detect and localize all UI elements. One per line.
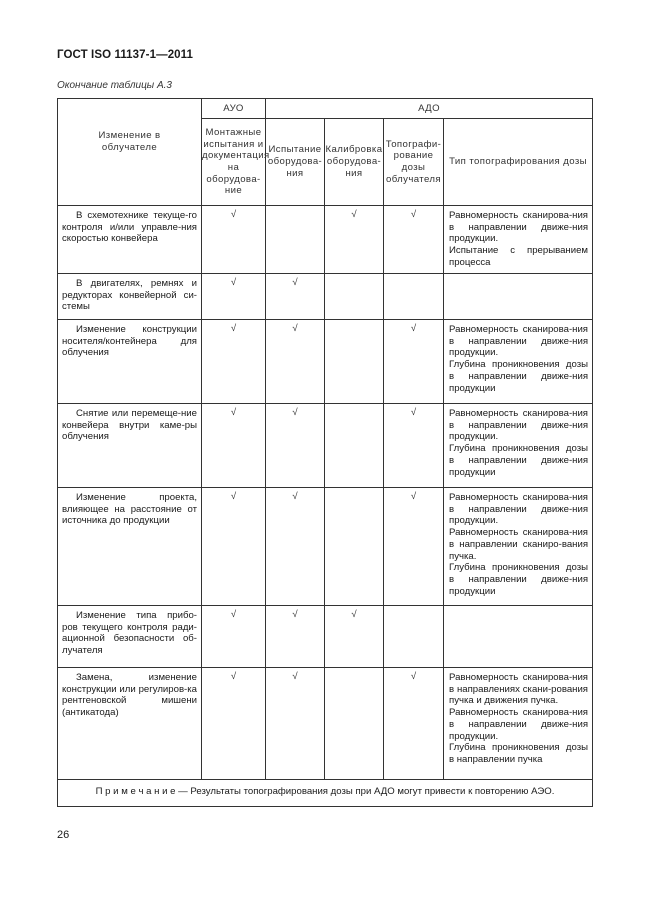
checkmark-icon: √ [230,671,237,682]
table-row [58,206,593,274]
header-mapping-type: Тип топографирования дозы [444,119,593,206]
checkmark-icon: √ [292,491,298,502]
check-auo [202,606,266,668]
check-calib [325,274,384,320]
mapping-type-line: Равномерность сканирова-ния в направлении движе-ния продукции. [449,324,589,359]
change-description: В двигателях, ремнях и редукторах конвейерной си-стемы [58,274,202,320]
mapping-type-line: Равномерность сканирова-ния в направлении движе-ния продукции. [449,707,589,742]
header-row-groups [58,99,593,119]
table-row [58,404,593,488]
mapping-type [444,404,593,488]
check-auo [202,206,266,274]
check-equip [266,488,325,606]
change-description: Замена, изменение конструкции или регулиров-ка рентгеновской мишени (антикатода) [58,668,202,780]
checkmark-icon: √ [410,491,417,502]
check-calib [325,606,384,668]
checkmark-icon: √ [292,407,298,418]
checkmark-icon: √ [351,209,357,220]
table-row [58,668,593,780]
table-caption: Окончание таблицы А.3 [57,80,172,91]
mapping-type [444,274,593,320]
mapping-type-line: Равномерность сканирова-ния в направлении движе-ния продукции. [449,492,589,527]
mapping-type-line: Равномерность сканирова-ния в направлениях скани-рования пучка и движения пучка. [449,672,589,707]
mapping-type-line: Испытание с прерыванием процесса [449,245,589,268]
change-description: Изменение типа прибо-ров текущего контроля ради-ационной безопасности об-лучателя [58,606,202,668]
change-description: Снятие или перемеще-ние конвейера внутри каме-ры облучения [58,404,202,488]
check-calib [325,206,384,274]
mapping-type-line: Глубина проникновения дозы в направлении пучка [449,742,589,765]
checkmark-icon: √ [230,323,237,334]
header-install-tests: Монтажные испытания и документация на оборудова-ние [202,119,266,206]
header-change: Изменение в облучателе [58,99,202,206]
change-description: Изменение проекта, влияющее на расстояние от источника до продукции [58,488,202,606]
check-dose [384,404,444,488]
check-auo [202,668,266,780]
change-table [57,98,593,807]
check-auo [202,404,266,488]
checkmark-icon: √ [292,671,298,682]
mapping-type-line: Глубина проникновения дозы в направлении движе-ния продукции [449,562,589,597]
checkmark-icon: √ [230,209,237,220]
checkmark-icon: √ [292,277,298,288]
check-auo [202,488,266,606]
checkmark-icon: √ [230,491,237,502]
check-dose [384,606,444,668]
check-equip [266,404,325,488]
checkmark-icon: √ [410,671,417,682]
check-auo [202,274,266,320]
mapping-type-line: Глубина проникновения дозы в направлении движе-ния продукции [449,359,589,394]
checkmark-icon: √ [230,609,237,620]
check-dose [384,320,444,404]
check-equip [266,668,325,780]
mapping-type [444,206,593,274]
page-number: 26 [57,829,70,841]
mapping-type-line: Глубина проникновения дозы в направлении движе-ния продукции [449,443,589,478]
checkmark-icon: √ [351,609,357,620]
check-dose [384,488,444,606]
mapping-type [444,606,593,668]
check-dose [384,274,444,320]
check-calib [325,668,384,780]
mapping-type-line: Равномерность сканирова-ния в направлении движе-ния продукции. [449,210,589,245]
table-row [58,488,593,606]
check-calib [325,488,384,606]
change-description: Изменение конструкции носителя/контейнера для облучения [58,320,202,404]
mapping-type [444,320,593,404]
header-group-auo: АУО [202,99,266,119]
table-note: П р и м е ч а н и е — Результаты топографирования дозы при АДО могут привести к повторению АЭО. [58,780,593,807]
header-group-ado: АДО [266,99,593,119]
header-equipment-test: Испытание оборудова-ния [266,119,325,206]
checkmark-icon: √ [410,407,417,418]
checkmark-icon: √ [410,209,417,220]
check-equip [266,274,325,320]
check-dose [384,206,444,274]
mapping-type [444,668,593,780]
checkmark-icon: √ [292,609,298,620]
document-code: ГОСТ ISO 11137-1—2011 [57,49,194,61]
check-auo [202,320,266,404]
check-equip [266,606,325,668]
checkmark-icon: √ [292,323,298,334]
note-row [58,780,593,807]
check-calib [325,404,384,488]
checkmark-icon: √ [410,323,417,334]
change-description: В схемотехнике текуще-го контроля и/или управле-ния скоростью конвейера [58,206,202,274]
table-row [58,606,593,668]
table-row [58,274,593,320]
table-row [58,320,593,404]
header-calibration: Калибровка оборудова-ния [325,119,384,206]
header-dose-mapping: Топографи-рование дозы облучателя [384,119,444,206]
mapping-type [444,488,593,606]
check-dose [384,668,444,780]
checkmark-icon: √ [230,407,237,418]
check-equip [266,206,325,274]
mapping-type-line: Равномерность сканирова-ния в направлении движе-ния продукции. [449,408,589,443]
check-calib [325,320,384,404]
check-equip [266,320,325,404]
checkmark-icon: √ [230,277,237,288]
mapping-type-line: Равномерность сканирова-ния в направлении сканиро-вания пучка. [449,527,589,562]
